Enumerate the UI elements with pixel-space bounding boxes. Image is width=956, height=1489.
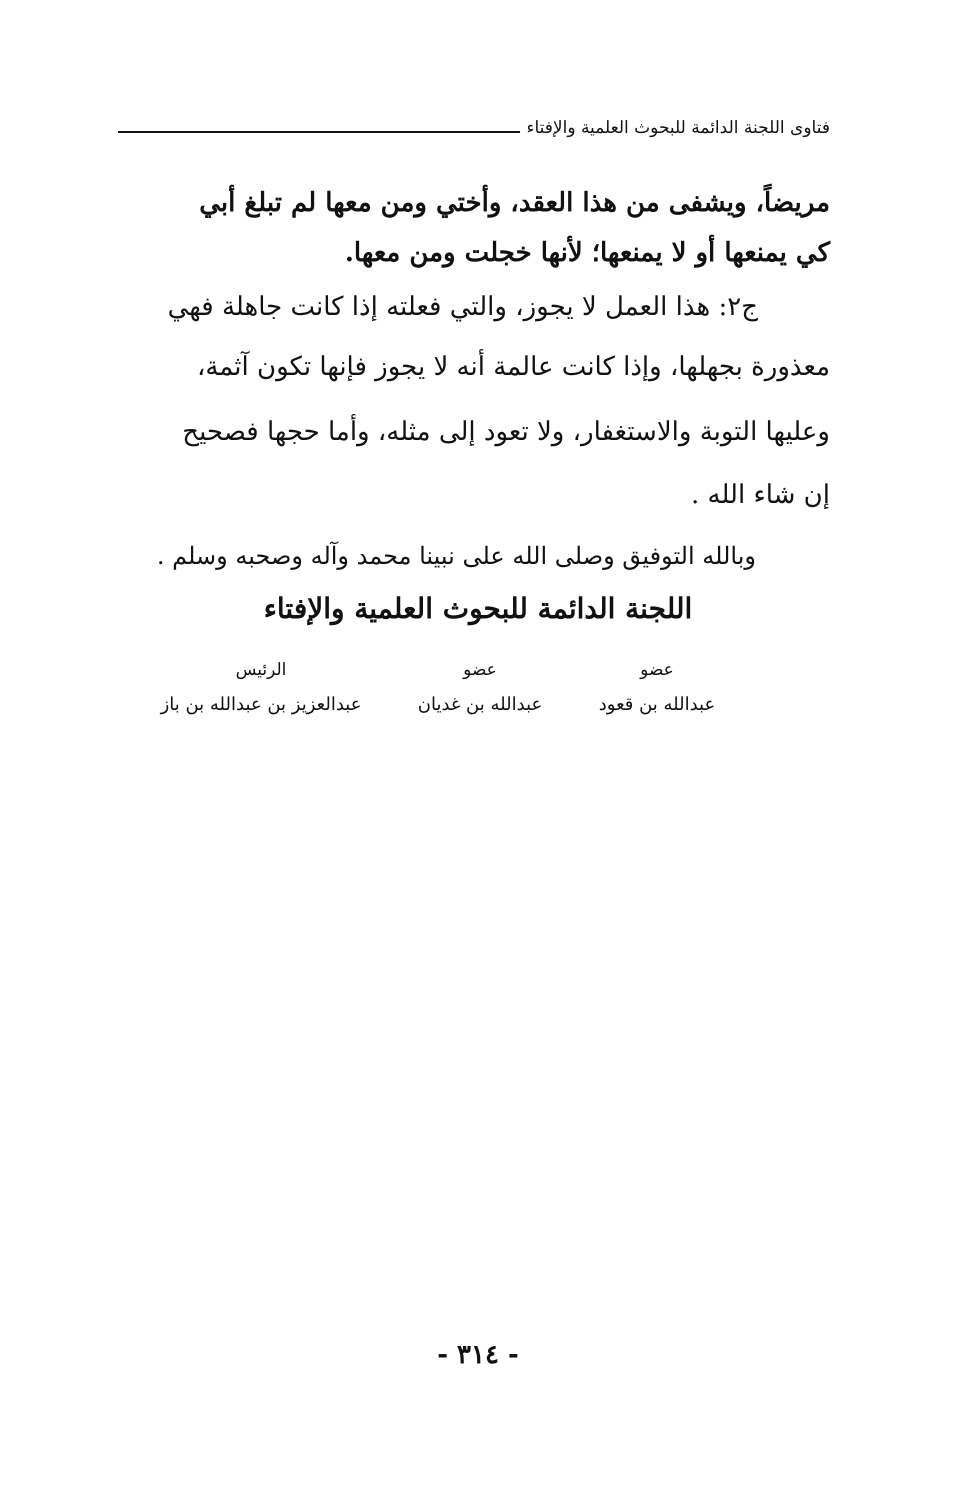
signatory (582, 660, 732, 715)
answer-line: معذورة بجهلها، وإذا كانت عالمة أنه لا يجوز فإنها تكون آثمة، (196, 352, 830, 382)
signatory-name: عبدالله بن قعود (598, 694, 716, 715)
closing-formula: وبالله التوفيق وصلى الله على نبينا محمد وآله وصحبه وسلم . (156, 542, 756, 570)
committee-title: اللجنة الدائمة للبحوث العلمية والإفتاء (263, 592, 693, 625)
running-header (118, 118, 830, 148)
answer-line: إن شاء الله . (690, 480, 830, 510)
signatory-role: الرئيس (235, 660, 287, 680)
signatory-name: عبدالله بن غديان (417, 694, 543, 715)
question-line: كي يمنعها أو لا يمنعها؛ لأنها خجلت ومن معها. (344, 238, 830, 268)
signatory-role: عضو (463, 660, 497, 680)
answer-line: ج٢: هذا العمل لا يجوز، والتي فعلته إذا كانت جاهلة فهي (167, 292, 758, 322)
signatory-role: عضو (640, 660, 674, 680)
signatory (400, 660, 560, 715)
page-number: - ٣١٤ - (437, 1340, 519, 1370)
running-title: فتاوى اللجنة الدائمة للبحوث العلمية والإفتاء (520, 118, 830, 138)
question-line: مريضاً، ويشفى من هذا العقد، وأختي ومن معها لم تبلغ أبي (199, 188, 830, 218)
signatory (146, 660, 376, 715)
answer-line: وعليها التوبة والاستغفار، ولا تعود إلى مثله، وأما حجها فصحيح (182, 417, 830, 447)
signatory-name: عبدالعزيز بن عبدالله بن باز (160, 694, 362, 715)
